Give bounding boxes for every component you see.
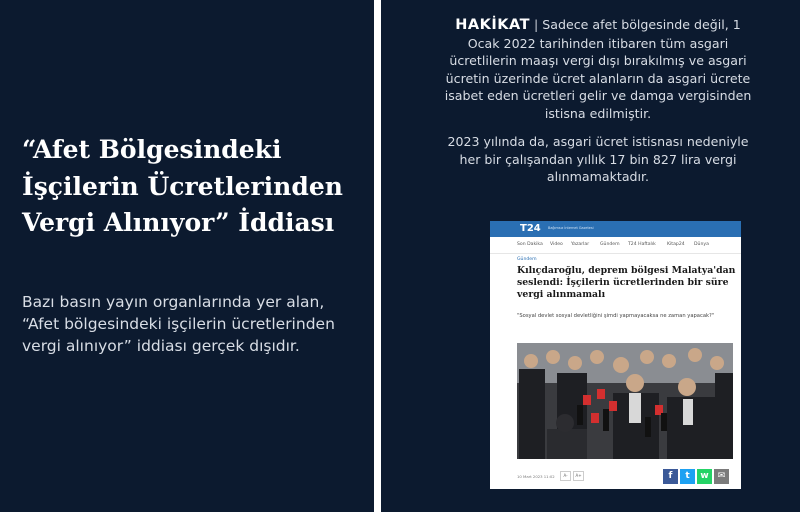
- nav-item[interactable]: Son Dakika: [517, 242, 543, 247]
- claim-lead: Bazı basın yayın organlarında yer alan, “Afet bölgesindeki işçilerin ücretlerinden vergi alınıyor” iddiası gerçek dışıdır.: [22, 293, 335, 355]
- t24-header: [490, 221, 741, 237]
- email-share-icon[interactable]: ✉: [714, 469, 729, 484]
- nav-item[interactable]: Kitap24: [667, 242, 685, 247]
- claim-panel: [0, 0, 374, 512]
- nav-item[interactable]: Dünya: [694, 242, 709, 247]
- article-category[interactable]: Gündem: [517, 257, 537, 262]
- press-photo-drawing: [517, 343, 733, 459]
- facebook-share-icon[interactable]: f: [663, 469, 678, 484]
- whatsapp-share-icon[interactable]: w: [697, 469, 712, 484]
- fact-label: HAKİKAT: [455, 17, 530, 33]
- fact-text: Sadece afet bölgesinde değil, 1 Ocak 2022 tarihinden itibaren tüm asgari ücretlilerin maaşı vergi dışı bırakılmış ve asgari ücretin üzerinde ücret alanların da asgari ücrete isabet eden ücretleri gelir ve damga vergisinden istisna edilmiştir.: [444, 17, 752, 121]
- nav-item[interactable]: Video: [550, 242, 563, 247]
- nav-item[interactable]: Yazarlar: [571, 242, 590, 247]
- fact-panel: [381, 0, 800, 512]
- nav-item[interactable]: Gündem: [600, 242, 620, 247]
- t24-slogan: Bağımsız İnternet Gazetesi: [548, 226, 594, 230]
- twitter-share-icon[interactable]: t: [680, 469, 695, 484]
- article-screenshot: [490, 221, 741, 489]
- article-date: 10 Mart 2023 11:02: [517, 474, 555, 479]
- t24-logo: T24: [520, 223, 541, 234]
- fact-separator: |: [534, 17, 539, 32]
- fact-paragraph: [438, 16, 758, 123]
- t24-nav: [490, 237, 741, 254]
- nav-item[interactable]: T24 Haftalık: [628, 242, 656, 247]
- article-headline: Kılıçdaroğlu, deprem bölgesi Malatya'dan seslendi: İşçilerin ücretlerinden bir süre vergi alınmamalı: [517, 265, 736, 300]
- font-decrease-button[interactable]: A-: [560, 471, 571, 481]
- claim-title: “Afet Bölgesindeki İşçilerin Ücretlerinden Vergi Alınıyor” İddiası: [22, 135, 343, 237]
- press-photo: [517, 343, 733, 459]
- article-subhead: "Sosyal devlet sosyal devletliğini şimdi yapmayacaksa ne zaman yapacak?": [517, 313, 715, 319]
- fact-stat: 2023 yılında da, asgari ücret istisnası nedeniyle her bir çalışandan yıllık 17 bin 827 lira vergi alınmamaktadır.: [447, 134, 749, 185]
- font-increase-button[interactable]: A+: [573, 471, 584, 481]
